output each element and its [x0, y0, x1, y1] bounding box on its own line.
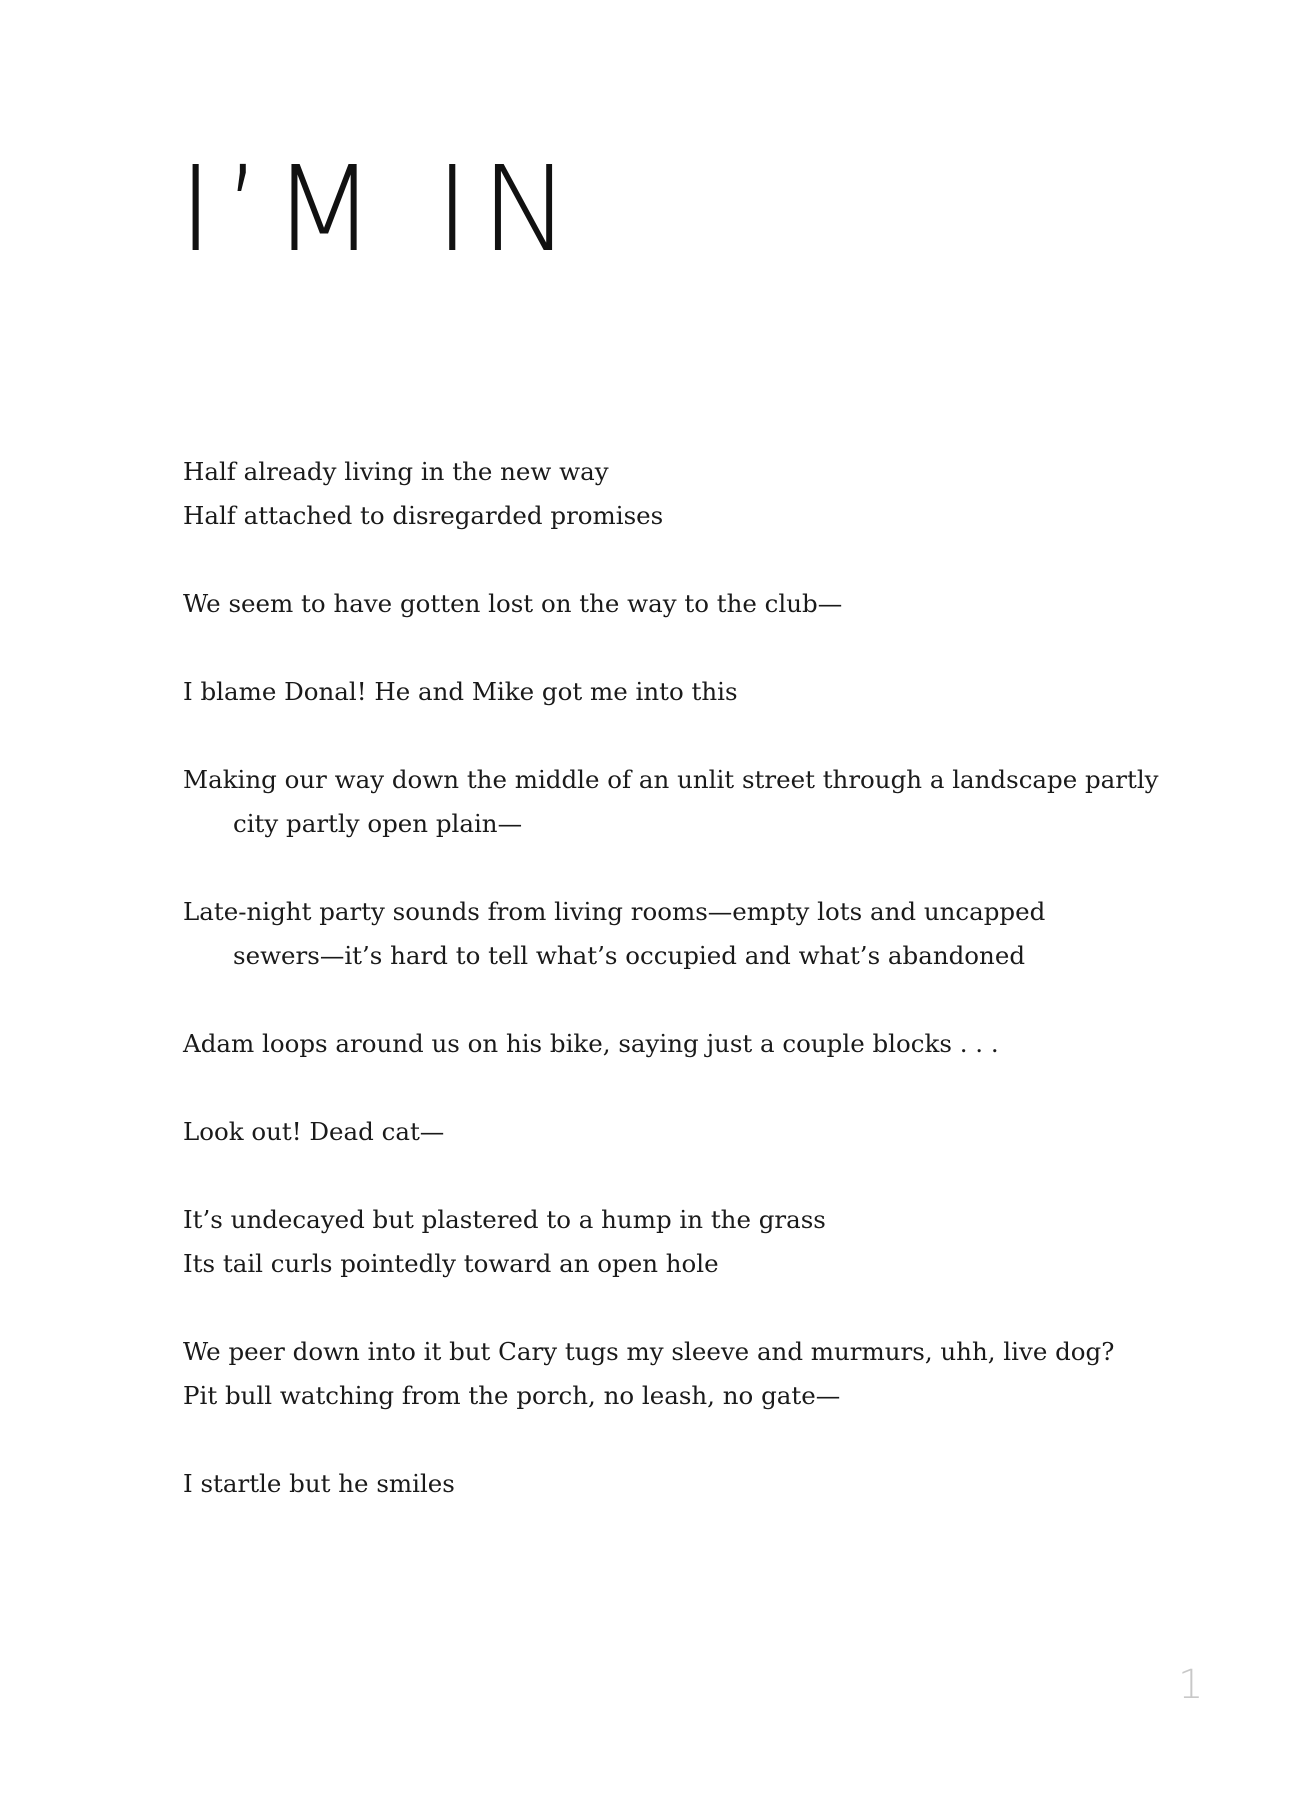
- poem-line: We seem to have gotten lost on the way to the club—: [183, 589, 843, 618]
- poem-line: I startle but he smiles: [183, 1469, 455, 1498]
- poem-line: Half attached to disregarded promises: [183, 501, 664, 530]
- stanza: [183, 582, 1143, 626]
- stanza: [183, 1330, 1143, 1418]
- poem-line-continuation: sewers—it’s hard to tell what’s occupied and what’s abandoned: [233, 941, 1026, 970]
- poem-line: Look out! Dead cat—: [183, 1117, 445, 1146]
- page-title: I’M IN: [178, 140, 581, 278]
- poem-line: Late-night party sounds from living rooms—empty lots and uncapped: [183, 897, 1046, 926]
- poem-line: Pit bull watching from the porch, no leash, no gate—: [183, 1381, 841, 1410]
- stanza: [183, 890, 1143, 978]
- stanza: [183, 1110, 1143, 1154]
- poem-line: Making our way down the middle of an unlit street through a landscape partly: [183, 765, 1159, 794]
- poem-line: I blame Donal! He and Mike got me into this: [183, 677, 738, 706]
- poem-line: Half already living in the new way: [183, 457, 609, 486]
- poem-line: It’s undecayed but plastered to a hump in the grass: [183, 1205, 826, 1234]
- poem-line: We peer down into it but Cary tugs my sleeve and murmurs, uhh, live dog?: [183, 1337, 1115, 1366]
- poem-line: Its tail curls pointedly toward an open hole: [183, 1249, 719, 1278]
- stanza: [183, 670, 1143, 714]
- poem-line-continuation: city partly open plain—: [233, 809, 523, 838]
- poem-body: [183, 450, 1159, 1550]
- stanza: [183, 450, 1143, 538]
- poem-line: Adam loops around us on his bike, saying just a couple blocks . . .: [183, 1029, 999, 1058]
- stanza: [183, 1022, 1143, 1066]
- stanza: [183, 758, 1159, 846]
- stanza: [183, 1462, 1143, 1506]
- stanza: [183, 1198, 1143, 1286]
- page-number: 1: [1178, 1662, 1204, 1708]
